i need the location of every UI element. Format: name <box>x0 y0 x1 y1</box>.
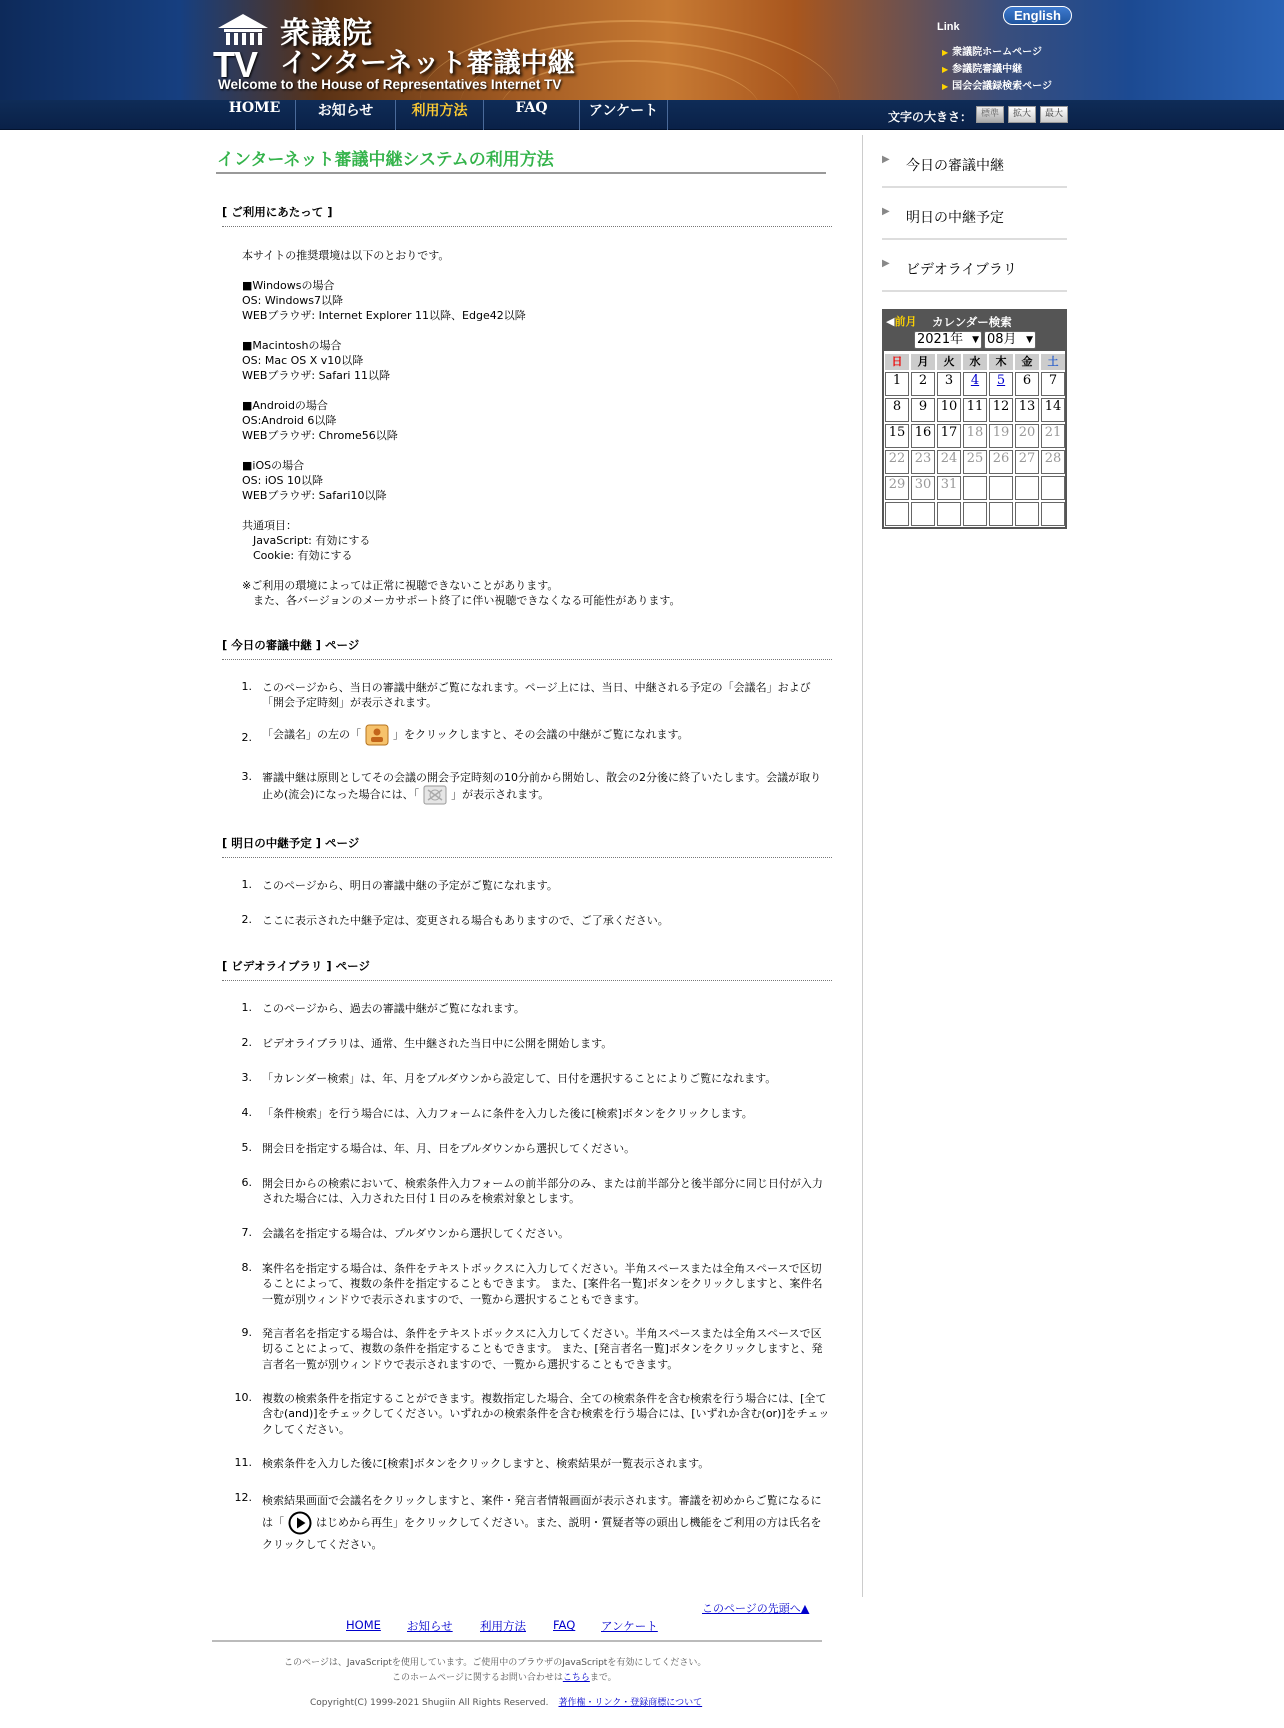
javascript-note: このページは、JavaScriptを使用しています。ご使用中のブラウザのJavaScriptを有効にしてください。 <box>284 1658 707 1668</box>
list-number: 3. <box>241 1071 252 1084</box>
env-text: Cookie: 有効にする <box>242 549 353 562</box>
list-number: 2. <box>241 913 252 926</box>
list-item: ビデオライブラリは、通常、生中継された当日中に公開を開始します。 <box>262 1037 613 1050</box>
footer-nav-faq[interactable]: FAQ <box>553 1618 576 1632</box>
section-heading-today: [ 今日の審議中継 ] ページ <box>222 638 360 652</box>
list-item <box>262 724 830 746</box>
calendar-day-link[interactable]: 4 <box>970 373 980 388</box>
calendar-day: 29 <box>885 476 909 500</box>
calendar-day: 30 <box>911 476 935 500</box>
env-text: ■Windowsの場合 <box>242 279 335 292</box>
env-text: ※ご利用の環境によっては正常に視聴できないことがあります。 <box>242 579 559 592</box>
contact-prefix: このホームページに関するお問い合わせは <box>392 1673 563 1683</box>
calendar-day <box>1041 502 1065 526</box>
calendar-day <box>989 502 1013 526</box>
nav-faq[interactable]: FAQ <box>484 100 580 130</box>
calendar-day[interactable] <box>963 372 987 396</box>
triangle-bullet-icon: ▶ <box>882 258 890 269</box>
year-select-value: 2021年 <box>917 332 964 347</box>
calendar-day: 17 <box>937 424 961 448</box>
env-text: ■iOSの場合 <box>242 459 305 472</box>
list-item-text: 検索結果画面で会議名をクリックしますと、案件・発言者情報画面が表示されます。審議を初めからご覧になるには「 <box>262 1494 822 1529</box>
chevron-down-icon: ▼ <box>1026 335 1033 345</box>
play-circle-icon <box>288 1511 312 1535</box>
sidebar-item-label: 今日の審議中継 <box>906 158 1004 174</box>
list-number: 1. <box>241 680 252 693</box>
cancelled-icon <box>423 785 447 805</box>
list-number: 12. <box>234 1491 252 1504</box>
header-link-shugiin[interactable] <box>942 43 1042 58</box>
env-text: OS:Android 6以降 <box>242 414 337 427</box>
list-item <box>262 1491 830 1555</box>
env-text: OS: iOS 10以降 <box>242 474 324 487</box>
font-size-large-button[interactable]: 拡大 <box>1008 106 1036 123</box>
triangle-bullet-icon: ▶ <box>882 206 890 217</box>
list-number: 7. <box>241 1226 252 1239</box>
section-divider <box>222 226 832 227</box>
list-item-text: 「会議名」の左の「 <box>262 728 361 741</box>
list-number: 5. <box>241 1141 252 1154</box>
back-to-top-link[interactable]: このページの先頭へ▲ <box>702 1602 810 1615</box>
calendar-weekday: 金 <box>1015 354 1039 370</box>
list-number: 1. <box>241 1001 252 1014</box>
font-size-normal-button[interactable]: 標準 <box>976 106 1004 123</box>
env-text: OS: Windows7以降 <box>242 294 343 307</box>
header-link-label: 国会会議録検索ページ <box>952 81 1052 92</box>
footer-nav-usage[interactable]: 利用方法 <box>480 1619 526 1633</box>
footer-nav-survey[interactable]: アンケート <box>601 1619 658 1633</box>
copyright-link[interactable]: 著作権・リンク・登録商標について <box>558 1698 703 1708</box>
list-item: 「条件検索」を行う場合には、入力フォームに条件を入力した後に[検索]ボタンをクリックします。 <box>262 1107 753 1120</box>
nav-home[interactable]: HOME <box>214 100 296 130</box>
calendar-day: 16 <box>911 424 935 448</box>
calendar-day: 7 <box>1041 372 1065 396</box>
triangle-bullet-icon: ▶ <box>882 154 890 165</box>
calendar-day: 28 <box>1041 450 1065 474</box>
list-item-text: 」をクリックしてください。また、説明・質疑者等の頭出し機能をご利用の方は氏名をクリックしてください。 <box>262 1516 822 1551</box>
calendar-day: 15 <box>885 424 909 448</box>
env-text: WEBブラウザ: Chrome56以降 <box>242 429 398 442</box>
list-number: 2. <box>241 731 252 744</box>
list-item: 案件名を指定する場合は、条件をテキストボックスに入力してください。半角スペースまたは全角スペースで区切ることによって、複数の条件を指定することもできます。 また、[案件名一覧]ボタンをクリックしますと、案件名一覧が別ウィンドウで表示されますので、一覧から選択することもできます。 <box>262 1262 823 1306</box>
calendar-day: 23 <box>911 450 935 474</box>
env-text: また、各バージョンのメーカサポート終了に伴い視聴できなくなる可能性があります。 <box>242 594 681 607</box>
site-title-line1: 衆議院 <box>280 16 373 51</box>
calendar-day <box>963 502 987 526</box>
font-size-label: 文字の大きさ： <box>888 110 973 124</box>
left-triangle-icon: ◀ <box>886 315 895 328</box>
env-text: ■Macintoshの場合 <box>242 339 342 352</box>
calendar-day: 1 <box>885 372 909 396</box>
list-number: 4. <box>241 1106 252 1119</box>
calendar-day: 21 <box>1041 424 1065 448</box>
triangle-bullet-icon: ▶ <box>942 65 949 74</box>
calendar-day: 10 <box>937 398 961 422</box>
sidebar-item-label: 明日の中継予定 <box>906 210 1004 226</box>
sidebar-item-label: ビデオライブラリ <box>906 262 1017 278</box>
env-text: 共通項目： <box>242 519 297 532</box>
calendar-day <box>911 502 935 526</box>
list-number: 3. <box>241 770 252 783</box>
prev-month-label: 前月 <box>894 315 917 328</box>
calendar-day: 9 <box>911 398 935 422</box>
calendar-day <box>937 502 961 526</box>
header-link-sangiin[interactable] <box>942 60 1022 75</box>
list-item-text: 審議中継は原則としてその会議の開会予定時刻の10分前から開始し、散会の2分後に終了いたします。会議が取り止め(流会)になった場合には、「 <box>262 771 822 802</box>
column-divider <box>862 135 863 1597</box>
header-link-kokkai[interactable] <box>942 77 1052 92</box>
calendar-day: 24 <box>937 450 961 474</box>
list-item: このページから、明日の審議中継の予定がご覧になれます。 <box>262 879 558 892</box>
month-select-value: 08月 <box>987 332 1017 347</box>
list-number: 1. <box>241 878 252 891</box>
calendar-weekday: 火 <box>937 354 961 370</box>
section-divider <box>222 980 832 981</box>
calendar-weekday: 土 <box>1041 354 1065 370</box>
footer-nav-news[interactable]: お知らせ <box>407 1619 453 1633</box>
list-item: このページから、当日の審議中継がご覧になれます。ページ上には、当日、中継される予定の「会議名」および「開会予定時刻」が表示されます。 <box>262 681 811 710</box>
calendar-weekday: 日 <box>885 354 909 370</box>
nav-survey[interactable]: アンケート <box>580 100 668 130</box>
list-item: 発言者名を指定する場合は、条件をテキストボックスに入力してください。半角スペースまたは全角スペースで区切ることによって、複数の条件を指定することもできます。 また、[発言者名一覧]ボタンをクリックしますと、発言者名一覧が別ウィンドウで表示されますので、一覧から選択することもできます。 <box>262 1327 823 1371</box>
calendar-day: 25 <box>963 450 987 474</box>
calendar-weekday: 月 <box>911 354 935 370</box>
site-subtitle: Welcome to the House of Representatives Internet TV <box>218 77 562 92</box>
calendar-day: 8 <box>885 398 909 422</box>
header-link-label: 衆議院ホームページ <box>952 47 1042 58</box>
list-item <box>262 770 830 805</box>
calendar-day <box>885 502 909 526</box>
house-logo-icon <box>216 14 270 48</box>
list-item: 会議名を指定する場合は、プルダウンから選択してください。 <box>262 1227 570 1240</box>
list-item-text: はじめから再生 <box>316 1516 393 1529</box>
list-item-text: 」をクリックしますと、その会議の中継がご覧になれます。 <box>393 728 689 741</box>
list-item: ここに表示された中継予定は、変更される場合もありますので、ご了承ください。 <box>262 914 669 927</box>
calendar-day <box>1015 502 1039 526</box>
calendar-header <box>884 311 1065 351</box>
font-size-max-button[interactable]: 最大 <box>1040 106 1068 123</box>
list-number: 2. <box>241 1036 252 1049</box>
live-stream-icon <box>365 724 389 746</box>
list-number: 9. <box>241 1326 252 1339</box>
calendar-day: 11 <box>963 398 987 422</box>
list-item: 「カレンダー検索」は、年、月をプルダウンから設定して、日付を選択することによりご覧になれます。 <box>262 1072 777 1085</box>
month-select[interactable] <box>984 331 1036 349</box>
page-title: インターネット審議中継システムの利用方法 <box>217 150 554 170</box>
calendar-day: 13 <box>1015 398 1039 422</box>
calendar-widget <box>882 309 1067 529</box>
calendar-day: 31 <box>937 476 961 500</box>
list-number: 10. <box>234 1391 252 1404</box>
calendar-day <box>963 476 987 500</box>
chevron-down-icon: ▼ <box>972 335 979 345</box>
list-number: 6. <box>241 1176 252 1189</box>
calendar-weekday: 木 <box>989 354 1013 370</box>
title-divider <box>216 172 826 174</box>
sidebar-item-tomorrow[interactable] <box>882 188 1067 240</box>
list-number: 11. <box>234 1456 252 1469</box>
nav-usage[interactable]: 利用方法 <box>396 100 484 130</box>
footer-nav-home[interactable]: HOME <box>346 1618 381 1632</box>
section-divider <box>222 857 832 858</box>
sidebar-item-library[interactable] <box>882 240 1067 292</box>
section-heading-usage: [ ご利用にあたって ] <box>222 205 333 219</box>
calendar-day: 12 <box>989 398 1013 422</box>
list-number: 8. <box>241 1261 252 1274</box>
calendar-day: 20 <box>1015 424 1039 448</box>
calendar-day: 19 <box>989 424 1013 448</box>
calendar-day <box>989 476 1013 500</box>
calendar-weekday: 水 <box>963 354 987 370</box>
calendar-day[interactable] <box>989 372 1013 396</box>
calendar-day: 3 <box>937 372 961 396</box>
list-item: 開会日を指定する場合は、年、月、日をプルダウンから選択してください。 <box>262 1142 636 1155</box>
copyright-text: Copyright(C) 1999-2021 Shugiin All Rights Reserved. <box>310 1698 549 1708</box>
list-item-text: 」が表示されます。 <box>451 788 550 802</box>
english-button[interactable]: English <box>1003 6 1072 25</box>
site-header <box>0 0 1284 100</box>
env-text: WEBブラウザ: Safari10以降 <box>242 489 387 502</box>
nav-news[interactable]: お知らせ <box>296 100 396 130</box>
calendar-title: カレンダー検索 <box>932 315 1012 329</box>
list-item: 開会日からの検索において、検索条件入力フォームの前半部分のみ、または前半部分と後半部分に同じ日付が入力された場合には、入力された日付１日のみを検索対象とします。 <box>262 1177 823 1206</box>
calendar-day: 18 <box>963 424 987 448</box>
main-nav <box>0 100 1284 130</box>
contact-note <box>392 1670 617 1683</box>
contact-suffix: まで。 <box>589 1673 617 1683</box>
env-text: 本サイトの推奨環境は以下のとおりです。 <box>242 249 450 262</box>
env-text: WEBブラウザ: Safari 11以降 <box>242 369 390 382</box>
env-text: WEBブラウザ: Internet Explorer 11以降、Edge42以降 <box>242 309 526 322</box>
env-text: JavaScript: 有効にする <box>242 534 371 547</box>
list-item: 検索条件を入力した後に[検索]ボタンをクリックしますと、検索結果が一覧表示されます。 <box>262 1457 710 1470</box>
calendar-day: 6 <box>1015 372 1039 396</box>
copyright-line <box>310 1695 702 1708</box>
env-text: OS: Mac OS X v10以降 <box>242 354 364 367</box>
list-item: 複数の検索条件を指定することができます。複数指定した場合、全ての検索条件を含む検索を行う場合には、[全て含む(and)]をチェックしてください。いずれかの検索条件を含む検索を行う場合には、[いずれか含む(or)]をチェックしてください。 <box>262 1392 830 1436</box>
env-text: ■Androidの場合 <box>242 399 328 412</box>
link-label: Link <box>937 21 960 33</box>
contact-link[interactable]: こちら <box>562 1673 590 1683</box>
site-title-line2: インターネット審議中継 <box>280 48 575 79</box>
section-heading-library: [ ビデオライブラリ ] ページ <box>222 959 370 973</box>
year-select[interactable] <box>914 331 982 349</box>
calendar-day-link[interactable]: 5 <box>996 373 1006 388</box>
calendar-day: 2 <box>911 372 935 396</box>
calendar-day: 27 <box>1015 450 1039 474</box>
calendar-day: 14 <box>1041 398 1065 422</box>
header-link-label: 参議院審議中継 <box>952 64 1023 75</box>
prev-month-button[interactable] <box>886 313 916 329</box>
sidebar-item-today[interactable] <box>882 136 1067 188</box>
triangle-bullet-icon: ▶ <box>942 48 949 57</box>
calendar-day: 26 <box>989 450 1013 474</box>
logo-tv: TV <box>213 44 258 85</box>
footer-divider <box>212 1640 822 1642</box>
section-divider <box>222 659 832 660</box>
section-heading-tomorrow: [ 明日の中継予定 ] ページ <box>222 836 360 850</box>
calendar-day <box>1041 476 1065 500</box>
triangle-bullet-icon: ▶ <box>942 82 949 91</box>
calendar-day: 22 <box>885 450 909 474</box>
calendar-day <box>1015 476 1039 500</box>
list-item: このページから、過去の審議中継がご覧になれます。 <box>262 1002 525 1015</box>
